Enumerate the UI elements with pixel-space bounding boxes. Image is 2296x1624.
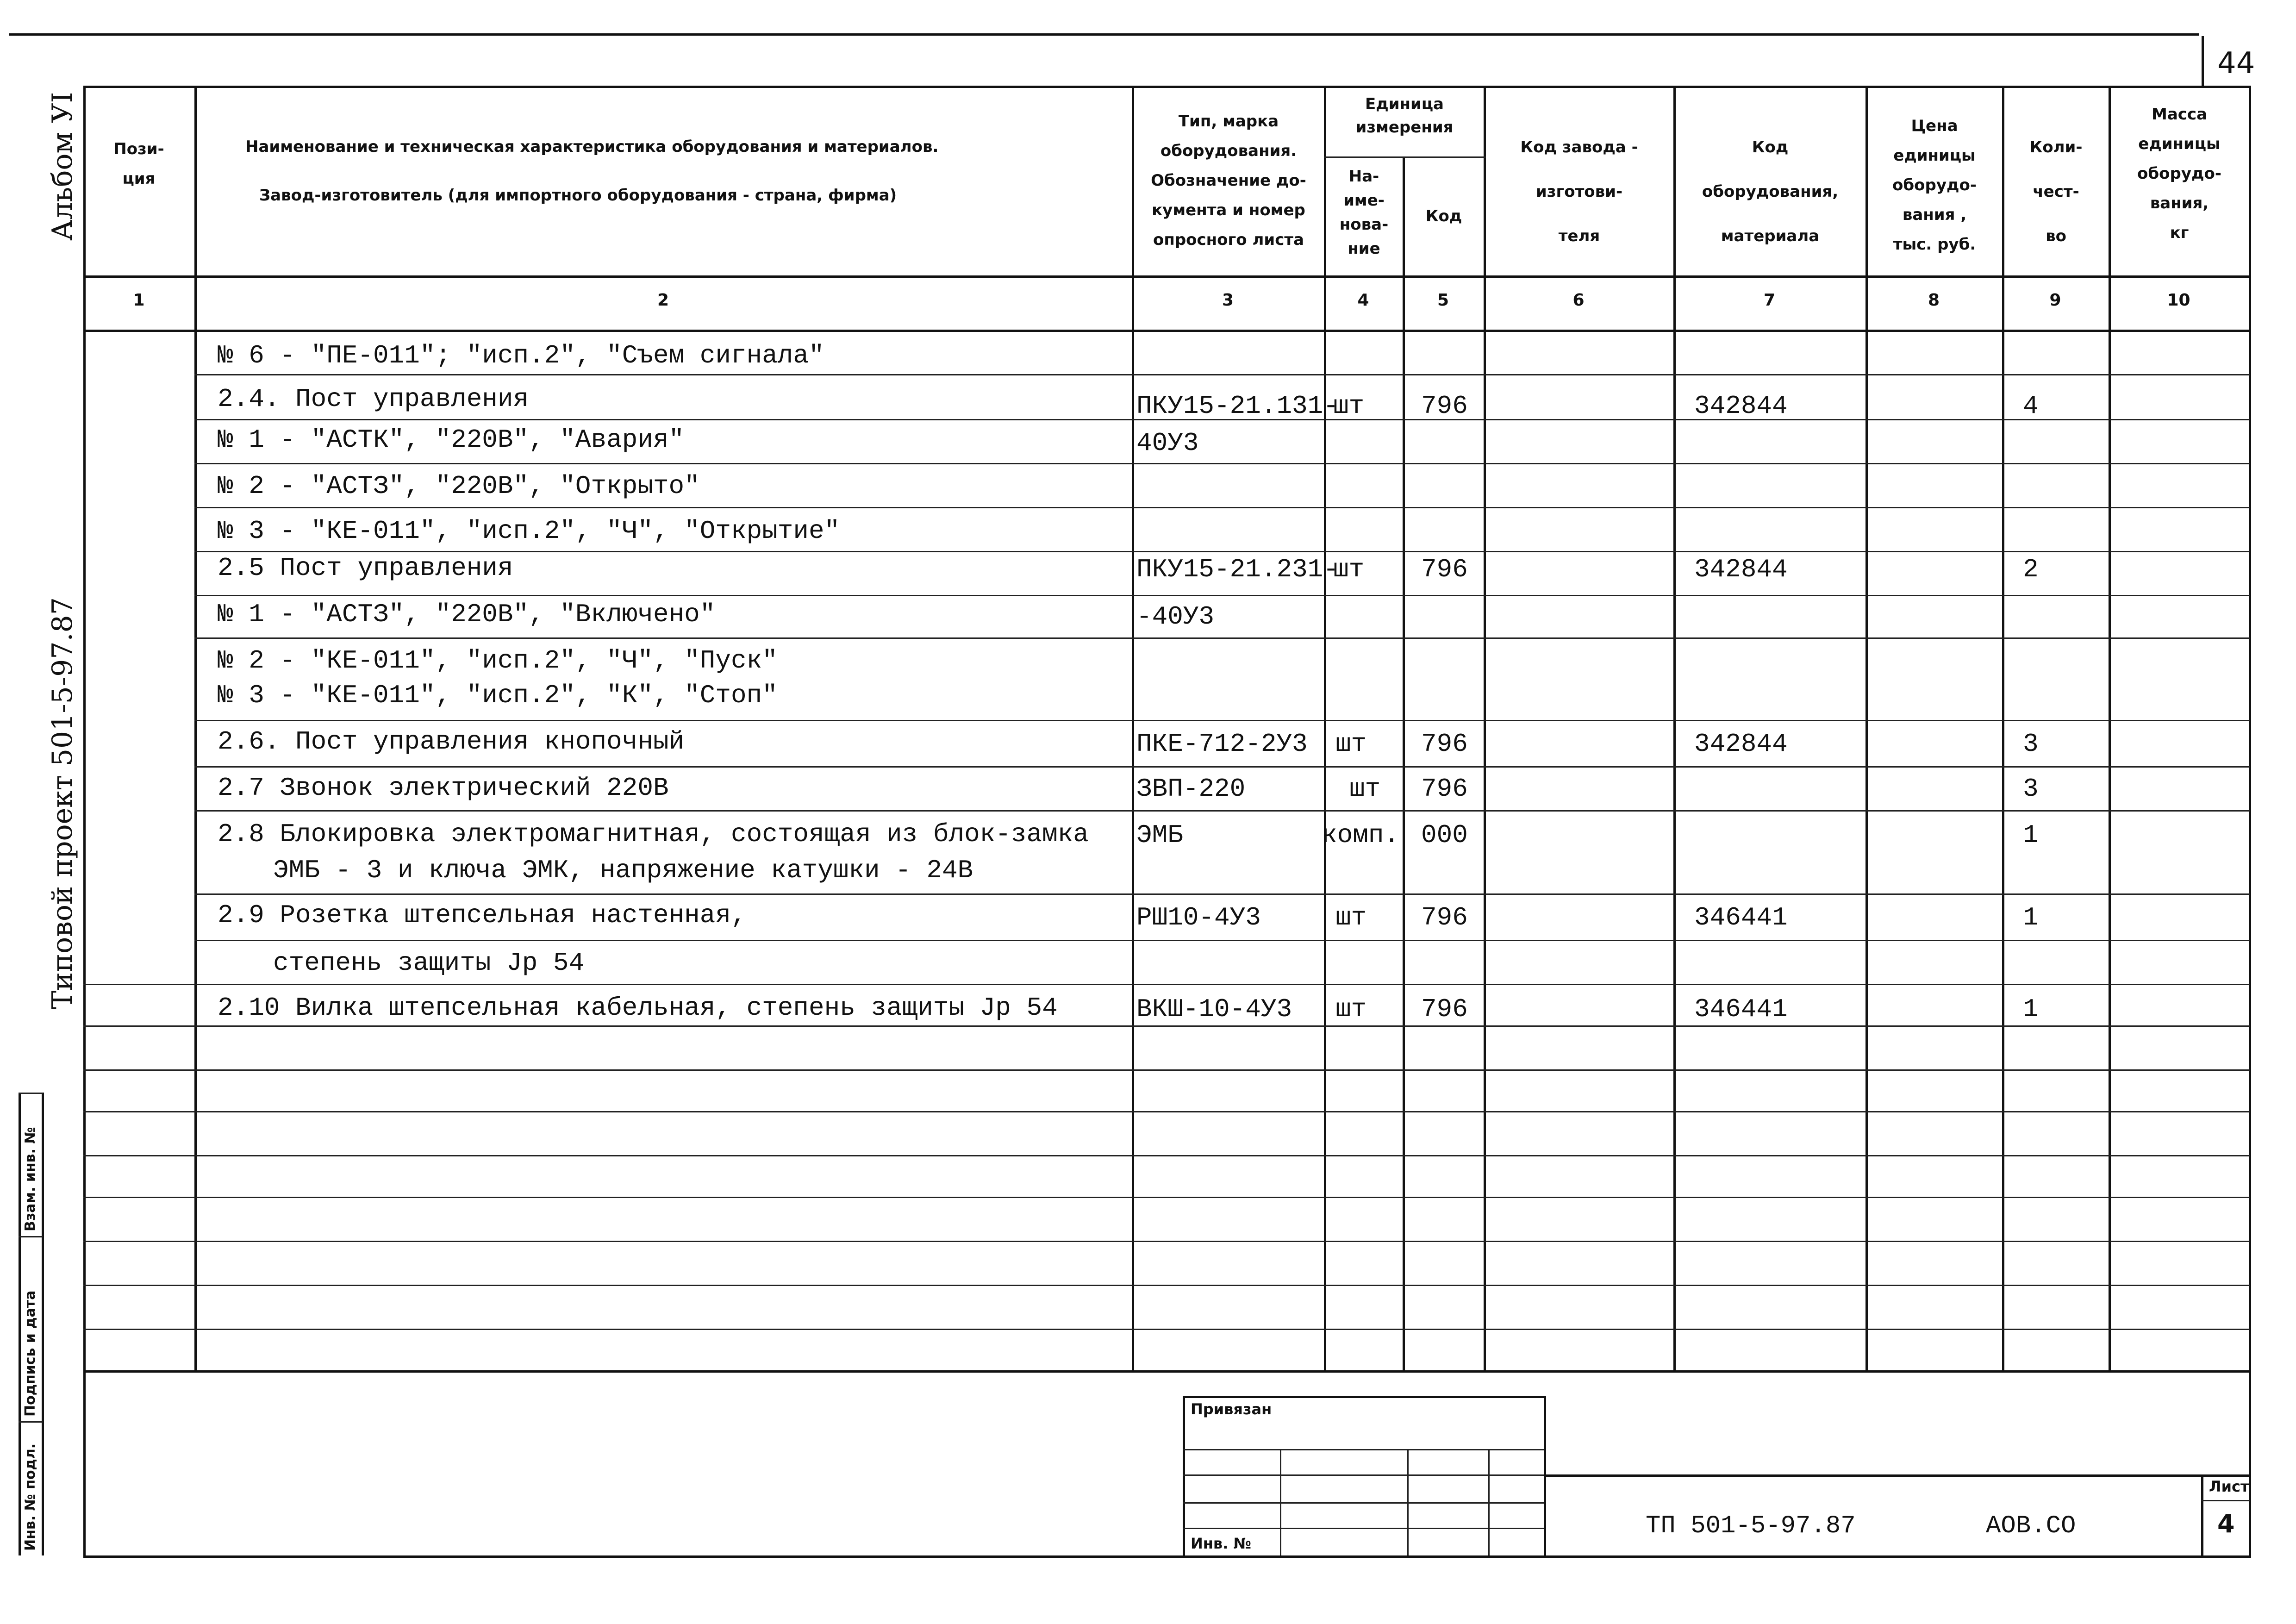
row-15-name: 2.10 Вилка штепсельная кабельная, степень защиты Jр 54 bbox=[218, 993, 1058, 1023]
row-13-unit: шт bbox=[1335, 903, 1367, 932]
col-num: 4 bbox=[1357, 291, 1369, 310]
row-13-qty: 1 bbox=[2023, 903, 2039, 932]
row-2-type: 40У3 bbox=[1136, 428, 1199, 458]
row-15-unit: шт bbox=[1335, 994, 1367, 1024]
row-15-type: ВКШ-10-4У3 bbox=[1136, 994, 1292, 1024]
sheet-label: Лист bbox=[2209, 1478, 2249, 1495]
row-10-qty: 3 bbox=[2023, 774, 2039, 804]
sheet-number: 4 bbox=[2217, 1509, 2235, 1538]
row-5-name: 2.5 Пост управления bbox=[218, 553, 513, 583]
row-9-code: 796 bbox=[1421, 729, 1468, 759]
col-num: 1 bbox=[133, 291, 145, 310]
row-5-equip: 342844 bbox=[1694, 555, 1788, 584]
row-11-code: 000 bbox=[1421, 820, 1468, 850]
header-name-line2: Завод-изготовитель (для импортного оборудования - страна, фирма) bbox=[259, 186, 897, 205]
row-9-unit: шт bbox=[1335, 729, 1367, 759]
row-0-name: № 6 - "ПЕ-011"; "исп.2", "Съем сигнала" bbox=[218, 341, 824, 370]
doc-code: ТП 501-5-97.87 bbox=[1646, 1512, 1856, 1540]
row-7-name: № 2 - "КЕ-011", "исп.2", "Ч", "Пуск" bbox=[218, 646, 778, 675]
row-5-type: ПКУ15-21.231- bbox=[1136, 555, 1339, 584]
row-1-unit: шт bbox=[1333, 391, 1365, 421]
header-qty: Коли- чест- во bbox=[2029, 138, 2083, 245]
col-num: 6 bbox=[1572, 291, 1585, 310]
row-10-unit: шт bbox=[1349, 774, 1381, 804]
header-name-line1: Наименование и техническая характеристика оборудования и материалов. bbox=[245, 137, 939, 156]
row-11-unit: комп. bbox=[1322, 820, 1400, 850]
col-num: 2 bbox=[657, 291, 669, 310]
privyazan-label: Привязан bbox=[1191, 1400, 1272, 1418]
row-11-qty: 1 bbox=[2023, 820, 2039, 850]
header-unit-name: На- име- нова- ние bbox=[1339, 167, 1389, 258]
row-11-type: ЭМБ bbox=[1136, 820, 1183, 850]
row-4-name: № 3 - "КЕ-011", "исп.2", "Ч", "Открытие" bbox=[218, 516, 840, 546]
row-9-type: ПКЕ-712-2У3 bbox=[1136, 729, 1308, 759]
header-mass: Масса единицы оборудо- вания, кг bbox=[2137, 105, 2221, 242]
row-10-type: ЗВП-220 bbox=[1136, 774, 1246, 804]
row-8-name: № 3 - "КЕ-011", "исп.2", "К", "Стоп" bbox=[218, 681, 778, 710]
row-3-name: № 2 - "АСТЗ", "220В", "Открыто" bbox=[218, 471, 700, 501]
page-number: 44 bbox=[2217, 46, 2255, 81]
row-15-code: 796 bbox=[1421, 994, 1468, 1024]
row-1-type: ПКУ15-21.131- bbox=[1136, 391, 1339, 421]
row-9-qty: 3 bbox=[2023, 729, 2039, 759]
row-9-equip: 342844 bbox=[1694, 729, 1788, 759]
col-num: 5 bbox=[1437, 291, 1449, 310]
row-1-qty: 4 bbox=[2023, 391, 2039, 421]
row-2-name: № 1 - "АСТК", "220В", "Авария" bbox=[218, 425, 685, 455]
row-10-name: 2.7 Звонок электрический 220В bbox=[218, 773, 669, 803]
header-equip-code: Код оборудования, материала bbox=[1702, 138, 1839, 245]
album-label: Альбом УI bbox=[46, 92, 79, 241]
header-unit: Единица измерения bbox=[1355, 95, 1454, 137]
project-label: Типовой проект 501-5-97.87 bbox=[46, 597, 79, 1009]
stamp-inv-podl: Инв. № подл. bbox=[22, 1443, 38, 1551]
header-pos: Пози- ция bbox=[113, 140, 164, 188]
row-15-equip: 346441 bbox=[1694, 994, 1788, 1024]
header-unit-code: Код bbox=[1425, 207, 1462, 225]
row-1-name: 2.4. Пост управления bbox=[218, 384, 529, 414]
header-maker-code: Код завода - изготови- теля bbox=[1520, 138, 1638, 245]
row-15-qty: 1 bbox=[2023, 994, 2039, 1024]
col-num: 8 bbox=[1928, 291, 1940, 310]
stamp-zam-inv: Взам. инв. № bbox=[22, 1127, 38, 1231]
header-price: Цена единицы оборудо- вания , тыс. руб. bbox=[1892, 117, 1977, 254]
row-5-qty: 2 bbox=[2023, 555, 2039, 584]
row-6-type: -40У3 bbox=[1136, 602, 1215, 631]
row-13-code: 796 bbox=[1421, 903, 1468, 932]
row-10-code: 796 bbox=[1421, 774, 1468, 804]
row-1-code: 796 bbox=[1421, 391, 1468, 421]
row-13-name: 2.9 Розетка штепсельная настенная, bbox=[218, 900, 747, 930]
row-5-unit: шт bbox=[1333, 555, 1365, 584]
row-9-name: 2.6. Пост управления кнопочный bbox=[218, 727, 685, 756]
row-1-equip: 342844 bbox=[1694, 391, 1788, 421]
row-12-name: ЭМБ - 3 и ключа ЭМК, напряжение катушки - 24В bbox=[273, 856, 973, 885]
col-num: 10 bbox=[2167, 291, 2190, 310]
doc-mark: АОВ.СО bbox=[1986, 1512, 2076, 1540]
inv-no-label: Инв. № bbox=[1191, 1535, 1251, 1552]
row-6-name: № 1 - "АСТЗ", "220В", "Включено" bbox=[218, 600, 716, 629]
col-num: 3 bbox=[1222, 291, 1234, 310]
row-14-name: степень защиты Jр 54 bbox=[273, 948, 585, 978]
row-13-equip: 346441 bbox=[1694, 903, 1788, 932]
col-num: 7 bbox=[1763, 291, 1776, 310]
row-11-name: 2.8 Блокировка электромагнитная, состоящая из блок-замка bbox=[218, 819, 1089, 849]
row-5-code: 796 bbox=[1421, 555, 1468, 584]
header-type: Тип, марка оборудования. Обозначение до- кумента и номер опросного листа bbox=[1151, 112, 1306, 249]
row-13-type: РШ10-4У3 bbox=[1136, 903, 1261, 932]
col-num: 9 bbox=[2049, 291, 2061, 310]
stamp-signature: Подпись и дата bbox=[22, 1290, 38, 1417]
